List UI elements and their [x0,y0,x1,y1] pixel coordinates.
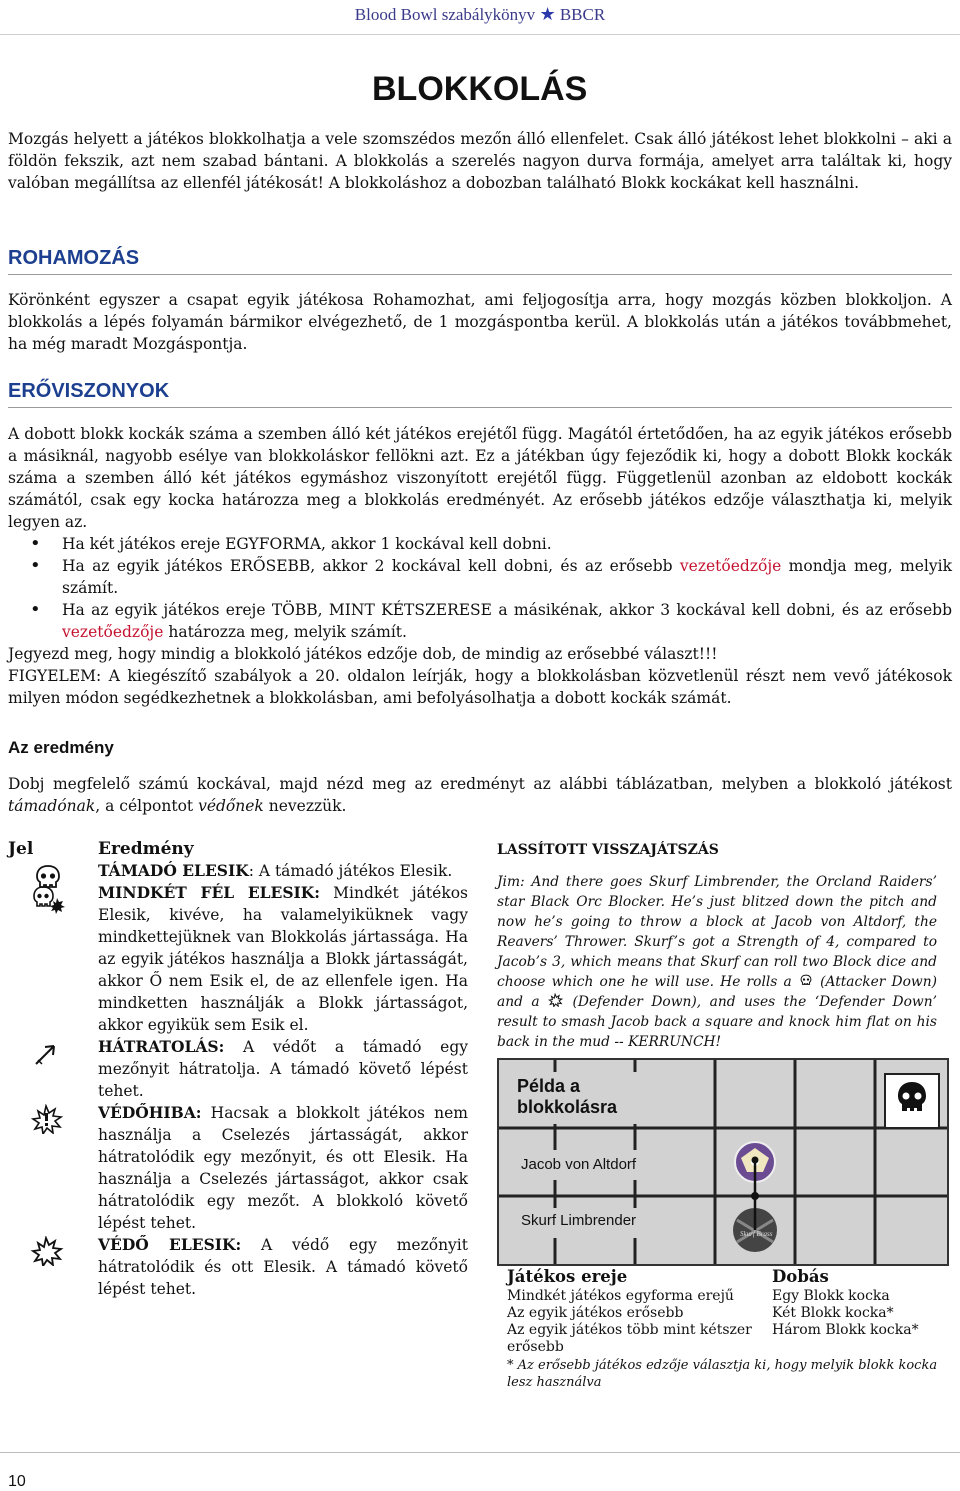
diagram-title-line: Példa a [517,1076,581,1096]
table-cell: Az egyik játékos erősebb [507,1305,684,1321]
result-text: A védőt a támadó egy mezőnyit hátratolja. A támadó követő lépést tehet. [98,1038,468,1100]
section-divider [8,407,952,408]
table-row [507,1322,947,1356]
section-divider [8,274,952,275]
list-item [8,555,952,599]
page-title: BLOKKOLÁS [372,70,588,108]
list-item [8,533,952,555]
bullet-highlight: vezetőedzője [62,623,164,641]
sidebar-text-span: (Defender Down), and uses the ‘Defender Down’ result to smash Jacob back a square and knock him flat on his back in the mud -- KERRUNCH! [497,994,937,1050]
bullet-text: Ha az egyik játékos ERŐSEBB, akkor 2 kockával kell dobni, és az erősebb [62,557,673,575]
emphasis-text: védőnek [198,797,264,815]
push-arrow-icon [30,1038,66,1068]
pow-icon [30,1236,66,1266]
sidebar-heading: LASSÍTOTT VISSZAJÁTSZÁS [497,842,719,858]
table-cell: Két Blokk kocka* [772,1305,894,1321]
legend-row [8,1036,468,1102]
note-paragraph: FIGYELEM: A kiegészítő szabályok a 20. oldalon leírják, hogy a blokkolásban közvetlenül részt nem vevő játékosok milyen módon segédkezhetnek a blokkolásban, ami befolyásolhatja a dobott kockák számát. [8,667,952,707]
footer-divider [0,1452,960,1453]
result-text: A védő egy mezőnyit hátratolódik és ott Elesik. A támadó követő lépést tehet. [98,1236,468,1298]
strength-table [507,1268,947,1391]
legend-row [8,1234,468,1300]
table-header-roll: Dobás [772,1267,829,1286]
result-text: Hacsak a blokkolt játékos nem használja a Cselezés jártasságát, akkor hátratolódik egy mezőnyit, és ott Elesik. Ha használja a Cselezés jártasságot, akkor csak hátratolódik egy mezőt. A blokkoló követő lépést tehet. [98,1104,468,1232]
result-title: TÁMADÓ ELESIK [98,861,249,880]
legend-col-result: Eredmény [98,839,194,859]
diagram-title [517,1076,617,1118]
skull-pow-icon [30,884,66,914]
header-left: Blood Bowl szabálykönyv [354,5,536,24]
block-example-diagram [497,1058,949,1266]
section-heading-rohamozas: ROHAMOZÁS [8,247,140,269]
legend-col-symbol: Jel [8,839,34,859]
block-result-legend [8,838,468,1300]
player-label-skurf: Skurf Limbrender [521,1212,637,1229]
result-text: : A támadó játékos Elesik. [248,862,453,880]
legend-row [8,860,468,882]
result-title: HÁTRATOLÁS: [98,1037,225,1056]
running-header [0,4,960,25]
table-row [507,1305,947,1322]
table-cell: Három Blokk kocka* [772,1322,919,1338]
bullet-highlight: vezetőedzője [679,557,782,575]
result-title: VÉDŐ ELESIK: [98,1235,242,1254]
page-number: 10 [8,1473,26,1490]
result-text: Mindkét játékos Elesik, kivéve, ha valamelyiküknek vagy mindkettejüknek van Blokkolás jártassága. Ha az egyik játékos használja a Blokk jártasságát, akkor Ő nem Esik el, de az ellenfele igen. Ha mindketten használják a Blokk jártasságot, akkor egyikük sem Esik el. [98,884,468,1034]
text-span: Dobj megfelelő számú kockával, majd nézd meg az eredményt az alábbi táblázatban, melyben a blokkoló játékost [8,775,952,793]
sidebar-text-span: Jim: And there goes Skurf Limbrender, the Orcland Raiders’ star Black Orc Blocker. He’s just blitzed down the pitch and now he’s going to throw a block at Jacob von Altdorf, the Reavers’ Thrower. Skurf’s got a Strength of 4, compared to Jacob’s 3, which means that Skurf can roll two Block dice and choose which one he will use. He rolls a [497,874,937,990]
legend-row [8,1102,468,1234]
strength-rules-list [8,533,952,643]
bullet-text: Ha két játékos ereje EGYFORMA, akkor 1 kockával kell dobni. [62,535,552,553]
text-span: , a célpontot [95,797,194,815]
legend-header-row [8,838,468,860]
player-badge: Skurf Brass [740,1230,773,1238]
section-heading-eredmeny: Az eredmény [8,738,114,757]
header-right: BBCR [559,5,606,24]
header-divider [0,34,960,35]
sidebar-text-span: (Attacker Down) and a [497,974,937,1010]
bullet-text: Ha az egyik játékos ereje TÖBB, MINT KÉTSZERESE a másikénak, akkor 3 kockával kell dobni, és az erősebb [62,601,952,619]
list-item [8,599,952,643]
bullet-text: mondja meg, melyik számít. [62,557,952,597]
table-footnote: * Az erősebb játékos edzője választja ki, hogy melyik blokk kocka lesz használva [507,1358,938,1390]
result-title: MINDKÉT FÉL ELESIK: [98,883,320,902]
skull-icon [798,973,814,987]
pow-exclaim-icon [30,1104,66,1134]
player-label-jacob: Jacob von Altdorf [521,1156,637,1173]
eredmeny-paragraph [8,773,952,817]
star-icon: ★ [539,4,556,24]
table-cell: Mindkét játékos egyforma erejű [507,1288,734,1304]
eroviszonyok-text [8,423,952,709]
note-paragraph: Jegyezd meg, hogy mindig a blokkoló játékos edzője dob, de mindig az erősebbé választ!!! [8,645,718,663]
table-header-strength: Játékos ereje [507,1267,628,1286]
table-cell: Egy Blokk kocka [772,1288,890,1304]
table-row [507,1288,947,1305]
rohamozas-paragraph: Körönként egyszer a csapat egyik játékosa Rohamozhat, ami feljogosítja arra, hogy mozgás közben blokkoljon. A blokkolás a lépés folyamán bármikor elvégezhető, de 1 mozgáspontba kerül. A blokkolás után a játékos továbbmehet, ha még maradt Mozgáspontja. [8,291,952,353]
eroviszonyok-paragraph: A dobott blokk kockák száma a szemben álló két játékos erejétől függ. Magától értetődően, ha az egyik játékos erősebb a másiknál, nagyobb esélye van blokkoláskor fellökni azt. Ez a játékban úgy fejeződik ki, hogy a dobott Blokk kockák száma a szemben álló két játékos egymáshoz viszonyított erejétől függ. Függetlenül azonban az eldobott kockák számától, csak egy kocka határozza meg a blokkolás eredményét. Az erősebb játékos edzője választhatja ki, melyik legyen az. [8,425,952,531]
intro-paragraph: Mozgás helyett a játékos blokkolhatja a vele szomszédos mezőn álló ellenfelet. Csak álló játékost lehet blokkolni – aki a földön fekszik, azt nem szabad bántani. A blokkolás a szerelés nagyon durva formája, amelyet arra találtak ki, hogy valóban megállítsa az ellenfél játékosát! A blokkoláshoz a dobozban található Blokk kockákat kell használni. [8,130,952,192]
result-title: VÉDŐHIBA: [98,1103,202,1122]
section-heading-eroviszonyok: ERŐVISZONYOK [8,380,170,402]
pow-icon [548,993,564,1007]
legend-row [8,882,468,1036]
diagram-title-line: blokkolásra [517,1097,618,1117]
emphasis-text: támadónak [8,797,96,815]
bullet-text: határozza meg, melyik számít. [168,623,407,641]
table-cell: Az egyik játékos több mint kétszer erősebb [507,1322,752,1355]
sidebar-text [497,872,937,1052]
text-span: nevezzük. [268,797,347,815]
